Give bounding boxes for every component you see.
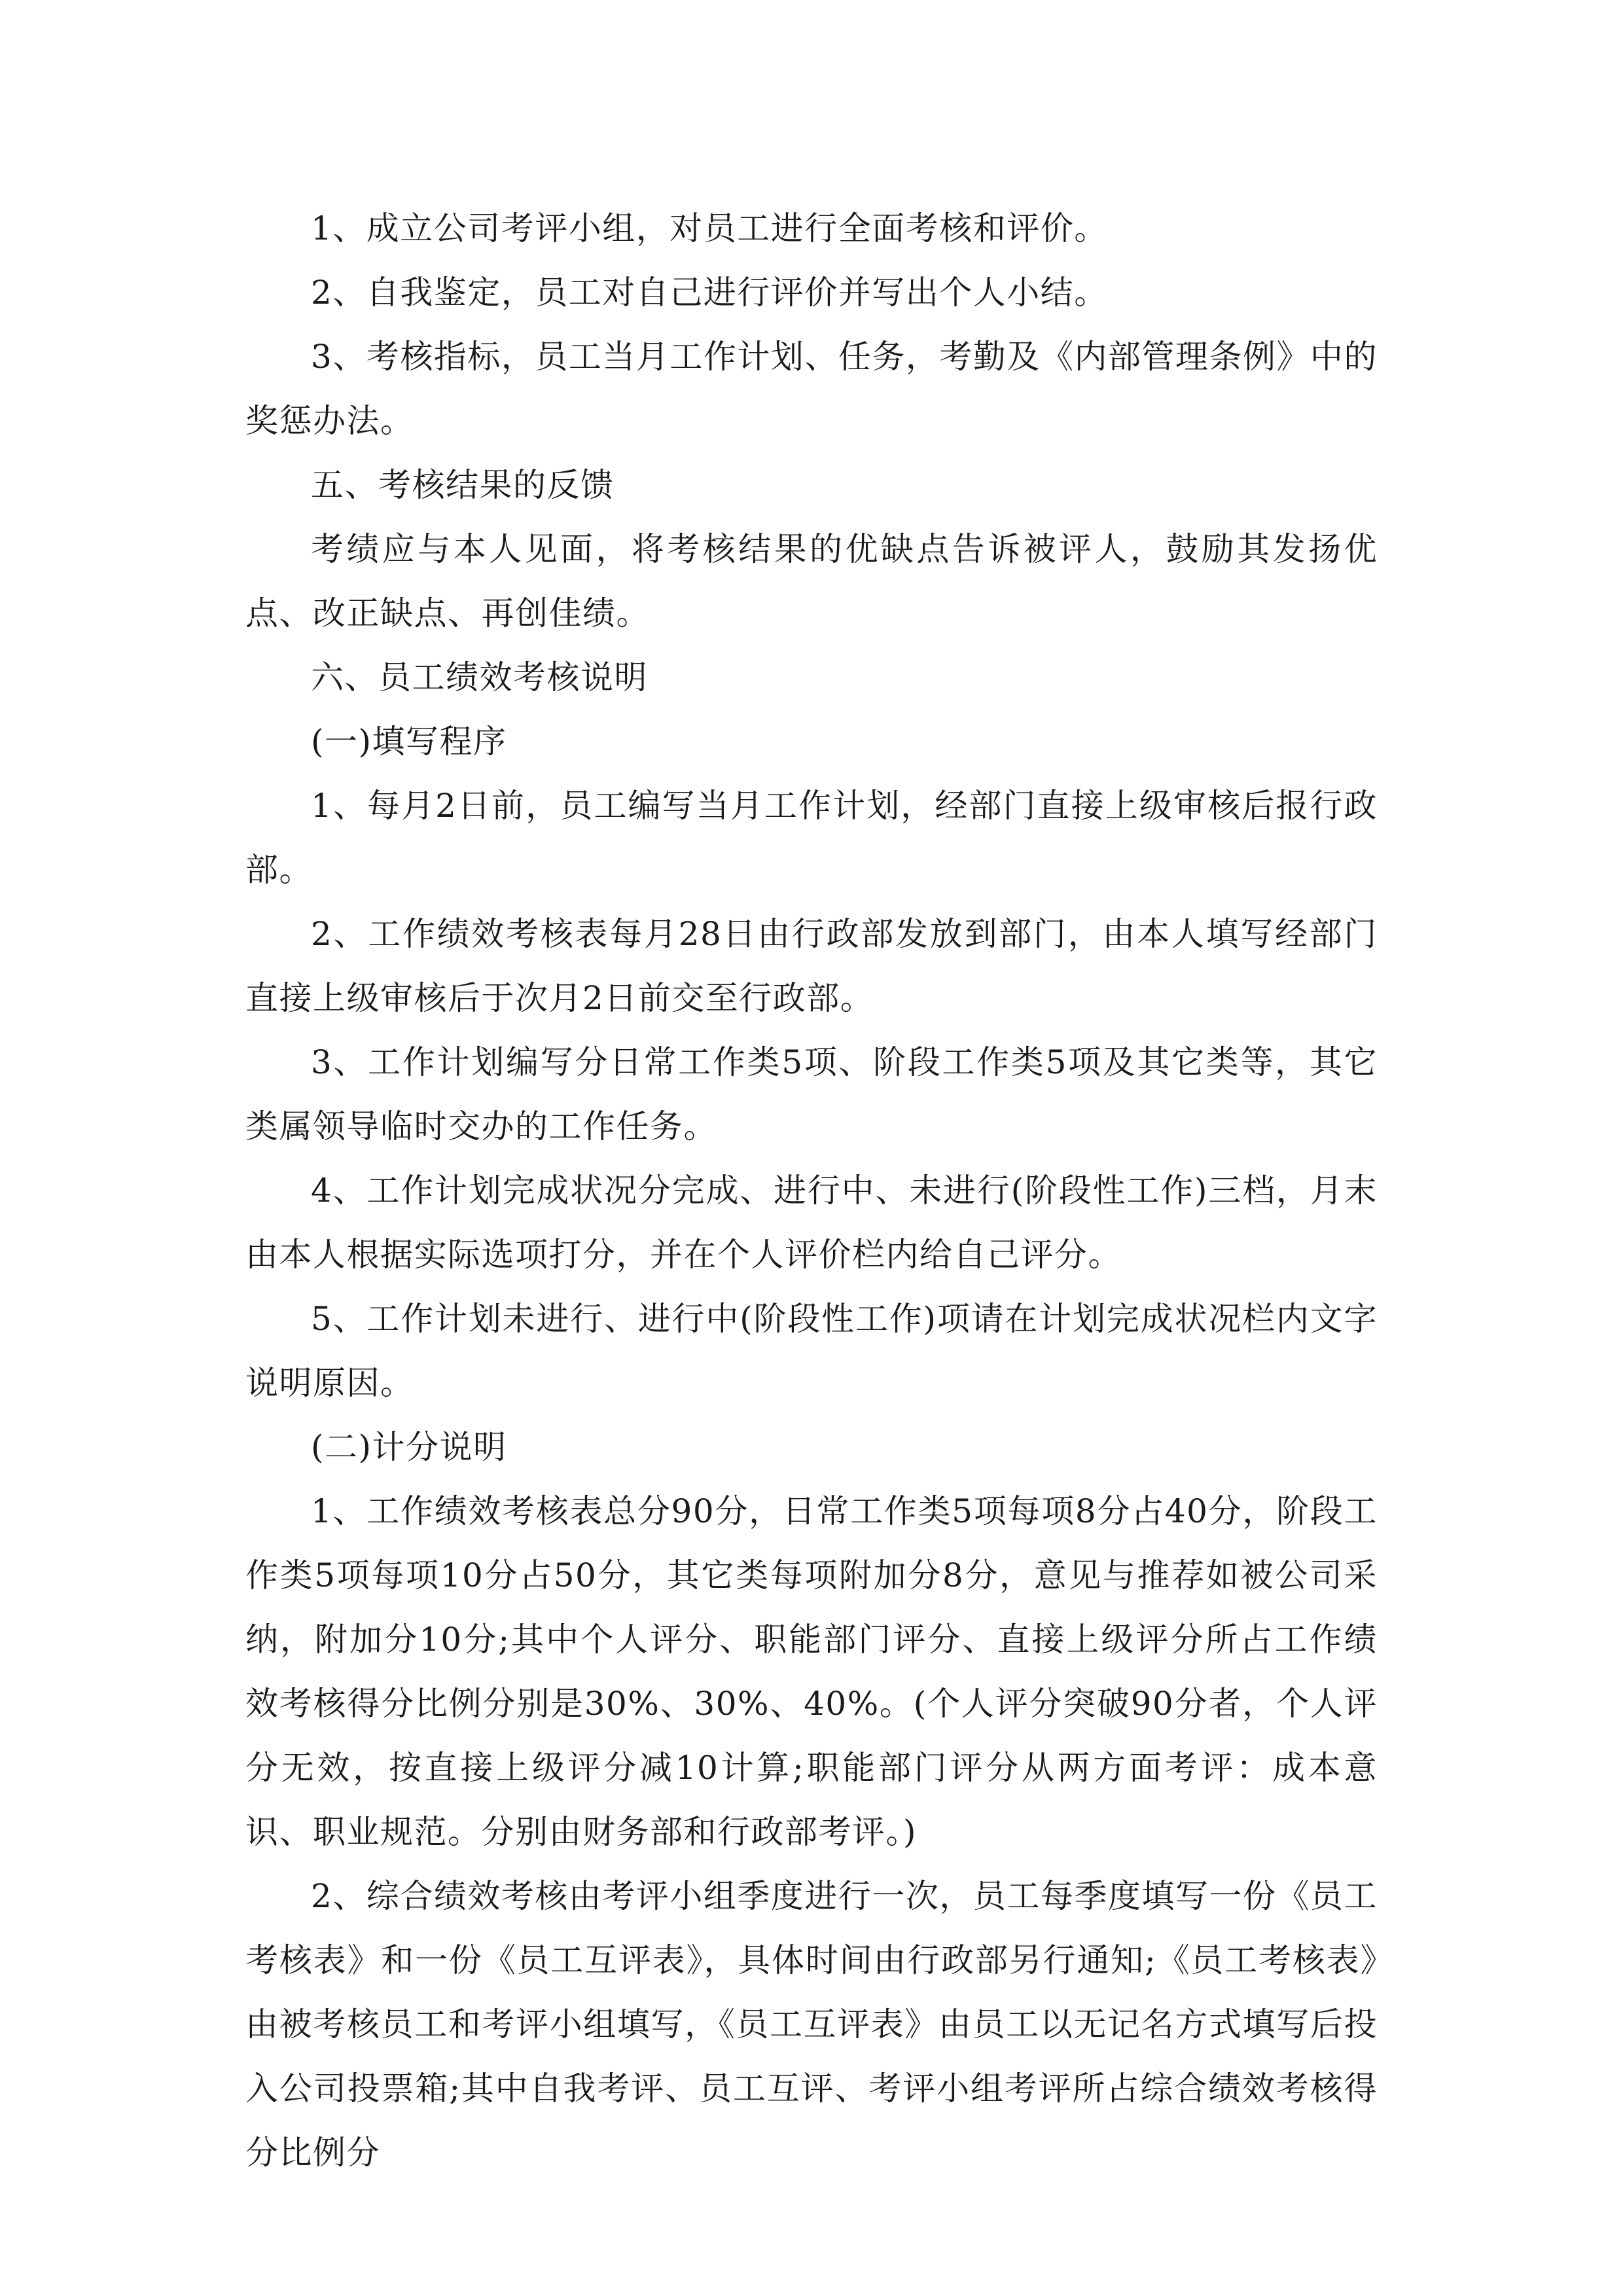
- procedure-item-1: 1、每月2日前，员工编写当月工作计划，经部门直接上级审核后报行政部。: [245, 787, 1378, 889]
- paragraph-2: 2、自我鉴定，员工对自己进行评价并写出个人小结。: [311, 274, 1108, 312]
- procedure-item-4: 4、工作计划完成状况分完成、进行中、未进行(阶段性工作)三档，月末由本人根据实际选项打分，并在个人评价栏内给自己评分。: [245, 1172, 1378, 1274]
- procedure-item-2: 2、工作绩效考核表每月28日由行政部发放到部门，由本人填写经部门直接上级审核后于次月2日前交至行政部。: [245, 915, 1378, 1017]
- paragraph-1: 1、成立公司考评小组，对员工进行全面考核和评价。: [311, 209, 1108, 247]
- section-heading-feedback: 五、考核结果的反馈: [311, 466, 615, 504]
- scoring-item-2: 2、综合绩效考核由考评小组季度进行一次，员工每季度填写一份《员工考核表》和一份《员工互评表》，具体时间由行政部另行通知;《员工考核表》由被考核员工和考评小组填写，《员工互评表》由员工以无记名方式填写后投入公司投票箱;其中自我考评、员工互评、考评小组考评所占综合绩效考核得分比例分: [245, 1877, 1378, 2172]
- procedure-item-3: 3、工作计划编写分日常工作类5项、阶段工作类5项及其它类等，其它类属领导临时交办的工作任务。: [245, 1043, 1378, 1145]
- paragraph-3: 3、考核指标，员工当月工作计划、任务，考勤及《内部管理条例》中的奖惩办法。: [245, 338, 1378, 440]
- subheading-scoring: (二)计分说明: [311, 1428, 507, 1466]
- scoring-item-1: 1、工作绩效考核表总分90分，日常工作类5项每项8分占40分，阶段工作类5项每项10分占50分，其它类每项附加分8分，意见与推荐如被公司采纳，附加分10分;其中个人评分、职能部门评分、直接上级评分所占工作绩效考核得分比例分别是30%、30%、40%。(个人评分突破90分者，个人评分无效，按直接上级评分减10计算;职能部门评分从两方面考评：成本意识、职业规范。分别由财务部和行政部考评。): [245, 1492, 1378, 1851]
- document-body: [245, 196, 1378, 2185]
- paragraph-feedback: 考绩应与本人见面，将考核结果的优缺点告诉被评人，鼓励其发扬优点、改正缺点、再创佳绩。: [245, 530, 1378, 632]
- section-heading-explanation: 六、员工绩效考核说明: [311, 658, 648, 696]
- subheading-fill-procedure: (一)填写程序: [311, 723, 507, 761]
- procedure-item-5: 5、工作计划未进行、进行中(阶段性工作)项请在计划完成状况栏内文字说明原因。: [245, 1300, 1378, 1402]
